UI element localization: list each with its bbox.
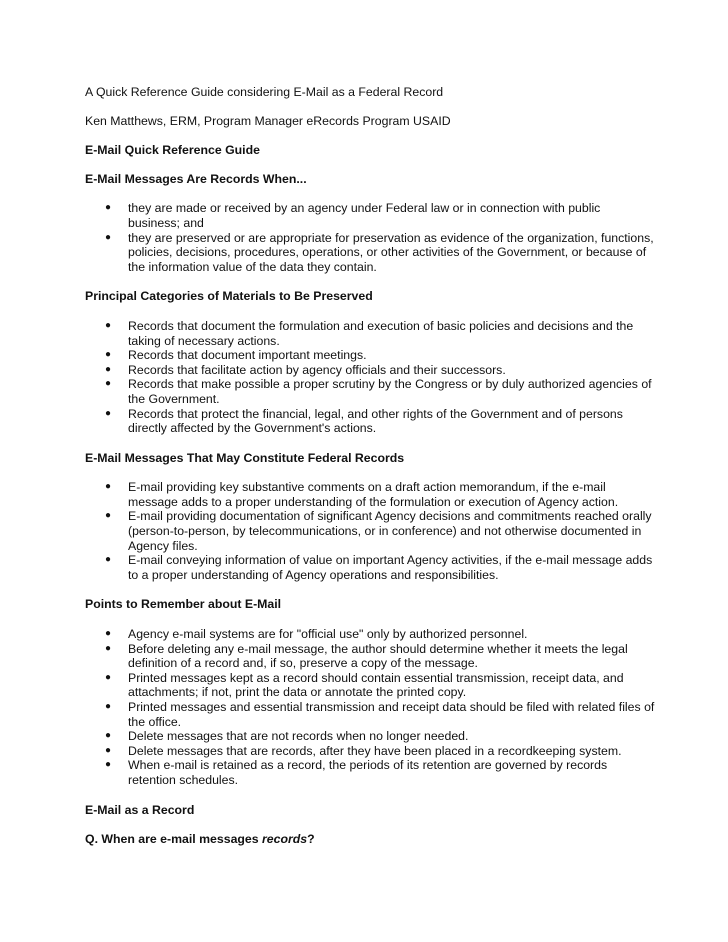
list-item: ● Records that document the formulation and execution of basic policies and decisions and the taking of necessary actions. — [104, 318, 634, 348]
guide-heading: E-Mail Quick Reference Guide — [85, 143, 260, 158]
bullet-icon: ● — [104, 759, 112, 771]
bullet-icon: ● — [104, 510, 112, 522]
document-page — [85, 85, 655, 847]
list-item: ● When e-mail is retained as a record, the periods of its retention are governed by records retention schedules. — [104, 758, 608, 787]
list-item: ● E-mail providing key substantive comments on a draft action memorandum, if the e-mail message adds to a proper understanding of the formulation or execution of Agency action. — [104, 480, 619, 509]
list-item: ● Records that protect the financial, legal, and other rights of the Government and of persons directly affected by the Government's actions. — [104, 406, 623, 436]
question-line: Q. When are e-mail messages records? — [85, 832, 315, 847]
question-emphasis: records — [262, 832, 308, 847]
bullet-icon: ● — [104, 730, 112, 742]
list-item: ● E-mail providing documentation of significant Agency decisions and commitments reached orally (person-to-person, by telecommunications, or in conference) and not otherwise documented in Agency files. — [104, 509, 652, 553]
list-item: ● E-mail conveying information of value on important Agency activities, if the e-mail message adds to a proper understanding of Agency operations and responsibilities. — [104, 553, 653, 582]
bullet-list-records-when — [85, 201, 655, 274]
bullet-list-may-constitute — [85, 480, 655, 582]
list-item: ● Printed messages kept as a record should contain essential transmission, receipt data, and attachments; if not, print the data or annotate the printed copy. — [104, 670, 624, 700]
bullet-icon: ● — [104, 744, 112, 756]
bullet-list-principal-categories — [85, 319, 655, 436]
author-line: Ken Matthews, ERM, Program Manager eRecords Program USAID — [85, 113, 451, 128]
bullet-icon: ● — [104, 378, 112, 390]
bullet-icon: ● — [104, 701, 112, 712]
list-item: ● they are made or received by an agency under Federal law or in connection with public business; and — [104, 201, 601, 230]
bullet-icon: ● — [104, 671, 112, 683]
list-item: ● Delete messages that are records, after they have been placed in a recordkeeping system. — [104, 743, 622, 758]
bullet-icon: ● — [104, 319, 112, 331]
list-item: ● Before deleting any e-mail message, the author should determine whether it meets the legal definition of a record and, if so, preserve a copy of the message. — [104, 641, 628, 671]
section-heading-points-to-remember: Points to Remember about E-Mail — [85, 597, 282, 612]
bullet-icon: ● — [104, 628, 112, 640]
list-item: ● they are preserved or are appropriate for preservation as evidence of the organization, functions, policies, decisions, procedures, operations, or other activities of the Government, or because of the information value of the data they contain. — [104, 230, 654, 274]
bullet-icon: ● — [104, 202, 112, 214]
bullet-icon: ● — [104, 554, 112, 566]
section-heading-may-constitute: E-Mail Messages That May Constitute Federal Records — [85, 450, 405, 465]
bullet-icon: ● — [104, 407, 112, 419]
bullet-icon: ● — [104, 349, 112, 361]
document-title: A Quick Reference Guide considering E-Mail as a Federal Record — [85, 85, 444, 99]
bullet-icon: ● — [104, 481, 112, 493]
list-item: ● Records that make possible a proper scrutiny by the Congress or by duly authorized agencies of the Government. — [104, 377, 652, 406]
section-heading-records-when: E-Mail Messages Are Records When... — [85, 171, 307, 186]
record-heading: E-Mail as a Record — [85, 802, 195, 817]
list-item: ● Records that document important meetings. — [104, 348, 367, 363]
list-item: ● Records that facilitate action by agency officials and their successors. — [104, 362, 506, 377]
list-item: ● Agency e-mail systems are for "official use" only by authorized personnel. — [104, 627, 528, 642]
bullet-list-points-to-remember — [85, 627, 655, 788]
list-item: ● Delete messages that are not records when no longer needed. — [104, 729, 469, 744]
bullet-icon: ● — [104, 363, 112, 375]
section-heading-principal-categories: Principal Categories of Materials to Be Preserved — [85, 289, 373, 304]
list-item: ● Printed messages and essential transmission and receipt data should be filed with related files of the office. — [104, 700, 655, 729]
bullet-icon: ● — [104, 642, 112, 654]
bullet-icon: ● — [104, 231, 112, 243]
